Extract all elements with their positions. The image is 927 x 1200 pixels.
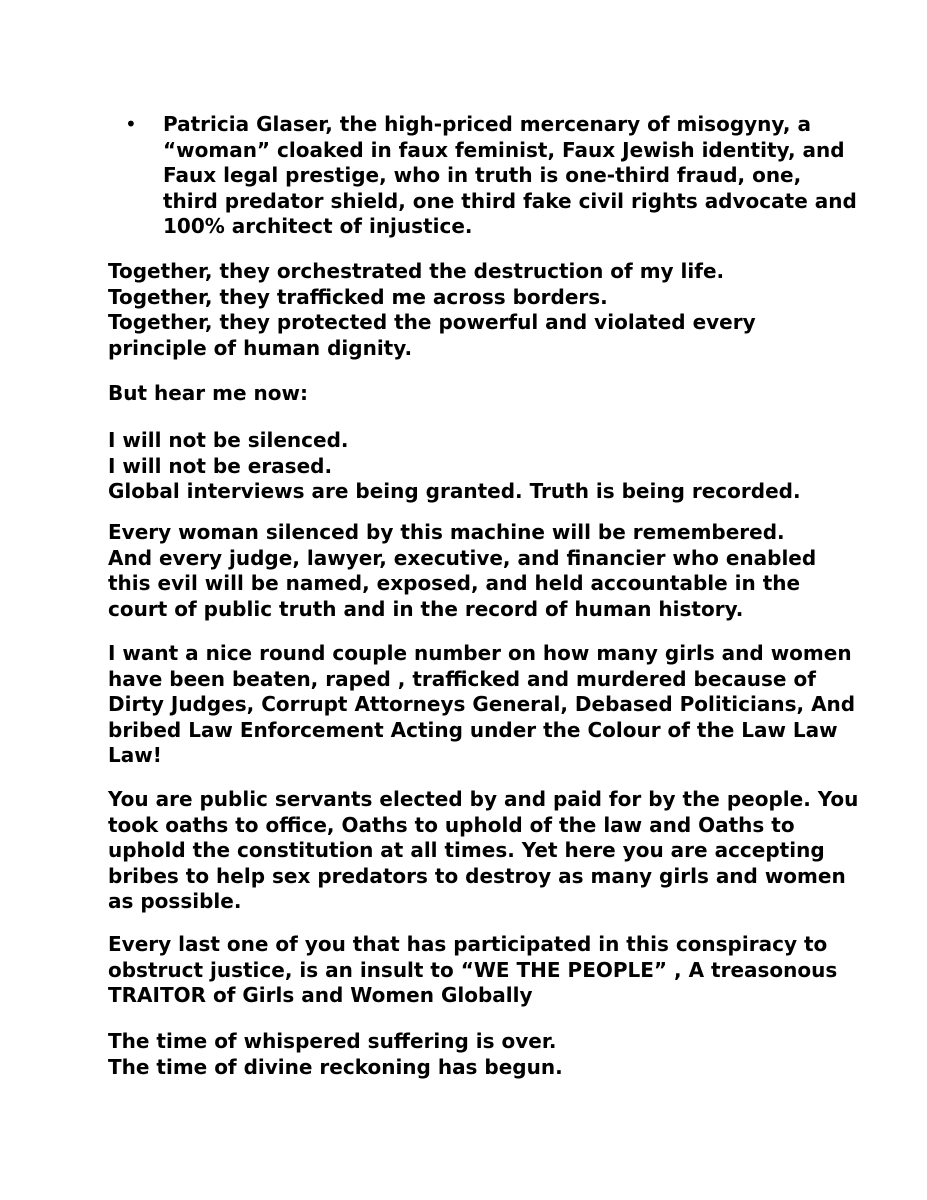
paragraph-time-over [108, 1029, 848, 1080]
paragraph-line: You are public servants elected by and paid for by the people. You [108, 787, 859, 811]
paragraph-not-silenced [108, 428, 848, 505]
paragraph-line: Together, they orchestrated the destruction of my life. [108, 259, 725, 283]
paragraph-line: Dirty Judges, Corrupt Attorneys General, Debased Politicians, And [108, 692, 856, 716]
paragraph-together [108, 259, 848, 361]
bullet-line: third predator shield, one third fake civil rights advocate and [163, 188, 857, 213]
paragraph-line: Together, they protected the powerful and violated every [108, 310, 756, 334]
paragraph-line: bribes to help sex predators to destroy as many girls and women [108, 863, 846, 888]
paragraph-line: The time of whispered suffering is over. [108, 1029, 557, 1053]
bullet-item [125, 112, 857, 240]
paragraph-line: principle of human dignity. [108, 335, 413, 360]
bullet-marker: • [125, 112, 137, 136]
paragraph-public-servants [108, 787, 859, 915]
paragraph-line: uphold the constitution at all times. Yet here you are accepting [108, 838, 825, 862]
paragraph-line: Together, they trafficked me across borders. [108, 284, 608, 309]
paragraph-round-number [108, 641, 856, 769]
paragraph-line: Law! [108, 743, 162, 767]
paragraph-line: this evil will be named, exposed, and held accountable in the [108, 571, 801, 595]
paragraph-line: obstruct justice, is an insult to “WE THE PEOPLE” , A treasonous [108, 957, 838, 982]
bullet-text [163, 112, 857, 240]
paragraph-line: Every woman silenced by this machine will be remembered. [108, 520, 785, 544]
paragraph-line: bribed Law Enforcement Acting under the Colour of the Law Law [108, 717, 838, 742]
paragraph-line: court of public truth and in the record of human history. [108, 596, 744, 621]
paragraph-line: took oaths to office, Oaths to uphold of the law and Oaths to [108, 812, 795, 837]
bullet-line: “woman” cloaked in faux feminist, Faux Jewish identity, and [163, 137, 845, 162]
paragraph-every-woman [108, 520, 848, 622]
paragraph-line: TRAITOR of Girls and Women Globally [108, 983, 533, 1007]
paragraph-line: as possible. [108, 889, 242, 913]
paragraph-line: The time of divine reckoning has begun. [108, 1054, 563, 1079]
paragraph-line: I want a nice round couple number on how many girls and women [108, 641, 852, 665]
bullet-line: Faux legal prestige, who in truth is one-third fraud, one, [163, 163, 802, 187]
bullet-line: 100% architect of injustice. [163, 214, 473, 238]
paragraph-line: have been beaten, raped , trafficked and murdered because of [108, 666, 816, 691]
paragraph-line: And every judge, lawyer, executive, and financier who enabled [108, 545, 817, 570]
paragraph-line: But hear me now: [108, 381, 308, 405]
paragraph-line: Every last one of you that has participated in this conspiracy to [108, 932, 828, 956]
paragraph-line: I will not be silenced. [108, 428, 349, 452]
paragraph-every-last-one [108, 932, 848, 1009]
paragraph-hear-me [108, 381, 848, 407]
paragraph-line: Global interviews are being granted. Truth is being recorded. [108, 479, 801, 503]
bullet-line: Patricia Glaser, the high-priced mercenary of misogyny, a [163, 112, 811, 136]
paragraph-line: I will not be erased. [108, 453, 333, 478]
